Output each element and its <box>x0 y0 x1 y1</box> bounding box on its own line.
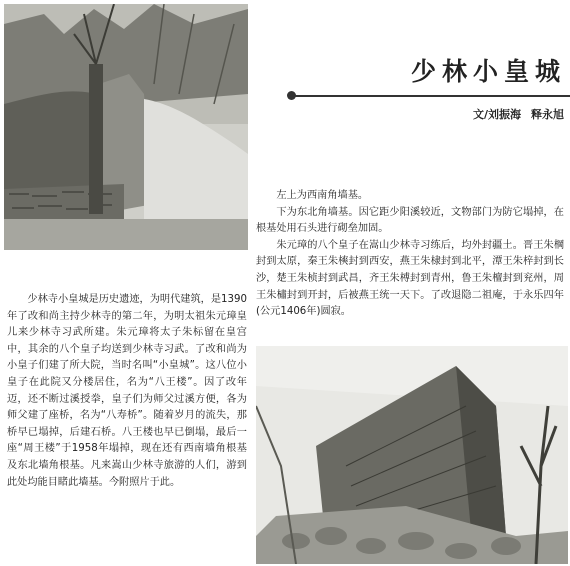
photo-southwest-wall <box>4 4 248 250</box>
author-name: 文/刘振海 <box>472 108 521 121</box>
caption-bottom: 下为东北角墙基。因它距少阳溪较近，文物部门为防它塌掉，在根基处用石头进行砌垒加固。 <box>256 206 564 235</box>
caption-top: 左上为西南角墙基。 <box>276 190 369 201</box>
history-paragraph: 朱元璋的八个皇子在嵩山少林寺习练后，均外封疆土。晋王朱棡封到太原，秦王朱樉封到西安，燕王朱棣封到北平，潭王朱梓封到长沙，楚王朱桢封到武昌，齐王朱榑封到青州，鲁王朱檀封到兖州，周王朱橚封到开封，后被燕王统一天下。了改退隐二祖庵，于永乐四年(公元1406年)圆寂。 <box>256 239 564 318</box>
photo-northeast-wall <box>256 346 568 564</box>
main-paragraph: 少林寺小皇城是历史遗迹，为明代建筑，是1390年了改和尚主持少林寺的第二年，为明太祖朱元璋皇儿来少林寺习武所建。朱元璋将太子朱标留在皇宫中，其余的八个皇子均送到少林寺习武。了改和尚为小皇子们建了所大院，当时名叫“小皇城”。这八位小皇子在此院又分楼居住，名为“八王楼”。因了改年迈，还不断过溪授拳，皇子们为师父过溪方便，各为师父建了座桥，名为“八寿桥”。随着岁月的流失，那桥早已塌掉，后建石桥。八王楼也早已倒塌，最后一座“周王楼”于1958年塌掉，现在还有西南墙角根基及东北墙角根基。凡来嵩山少林寺旅游的人们，游到此处均能目睹此墙基。今附照片于此。 <box>7 294 247 488</box>
main-body-column <box>7 292 247 491</box>
caption-column <box>256 188 564 321</box>
photo-southwest-wall-image <box>4 4 248 250</box>
author-byline <box>473 106 564 122</box>
photo-northeast-wall-image <box>256 346 568 564</box>
author-name: 释永旭 <box>531 108 564 121</box>
article-title: 少林小皇城 <box>410 57 566 86</box>
title-rule <box>292 95 570 97</box>
